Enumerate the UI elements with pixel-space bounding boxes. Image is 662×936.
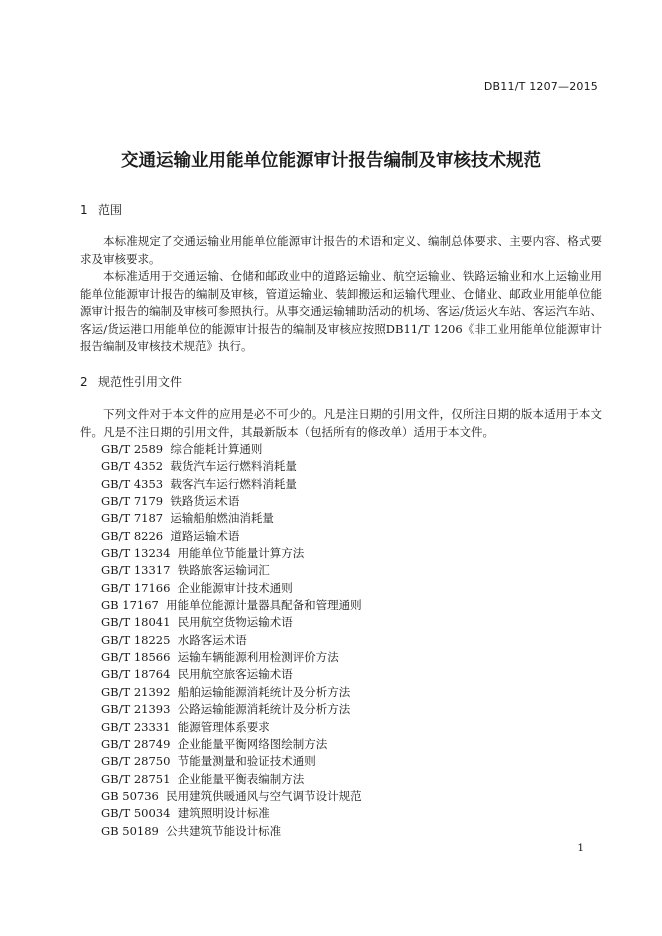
- reference-item: GB/T 21392 船舶运输能源消耗统计及分析方法: [101, 684, 351, 699]
- section-title: 规范性引用文件: [98, 375, 183, 389]
- reference-item: GB/T 17166 企业能源审计技术通则: [101, 580, 293, 595]
- reference-item: GB/T 7187 运输船舶燃油消耗量: [101, 511, 274, 526]
- document-code: DB11/T 1207—2015: [483, 80, 598, 93]
- reference-item: GB/T 23331 能源管理体系要求: [101, 719, 270, 734]
- reference-item: GB 17167 用能单位能源计量器具配备和管理通则: [101, 598, 362, 613]
- reference-item: GB/T 13317 铁路旅客运输词汇: [101, 563, 270, 578]
- document-title: 交通运输业用能单位能源审计报告编制及审核技术规范: [121, 151, 541, 171]
- paragraph: 下列文件对于本文件的应用是必不可少的。凡是注日期的引用文件，仅所注日期的版本适用于本文件。凡是不注日期的引用文件，其最新版本（包括所有的修改单）适用于本文件。: [80, 407, 602, 439]
- reference-item: GB/T 18764 民用航空旅客运输术语: [101, 667, 293, 682]
- reference-item: GB/T 28750 节能量测量和验证技术通则: [101, 754, 316, 769]
- section-number: 2: [80, 375, 88, 389]
- reference-item: GB 50189 公共建筑节能设计标准: [101, 823, 282, 838]
- reference-item: GB/T 7179 铁路货运术语: [101, 494, 240, 509]
- section-heading-scope: [80, 201, 122, 218]
- reference-item: GB/T 18566 运输车辆能源利用检测评价方法: [101, 650, 339, 665]
- paragraph: 本标准适用于交通运输、仓储和邮政业中的道路运输业、航空运输业、铁路运输业和水上运输业用能单位能源审计报告的编制及审核，管道运输业、装卸搬运和运输代理业、仓储业、邮政业用能单位能源审计报告的编制及审核可参照执行。从事交通运输辅助活动的机场、客运/货运火车站、客运汽车站、客运/货运港口用能单位的能源审计报告的编制及审核应按照DB11/T 1206《非工业用能单位能源审计报告编制及审核技术规范》执行。: [80, 269, 602, 353]
- section-title: 范围: [98, 203, 123, 217]
- reference-item: GB/T 18041 民用航空货物运输术语: [101, 615, 293, 630]
- section-heading-normative-references: [80, 373, 182, 390]
- reference-item: GB 50736 民用建筑供暖通风与空气调节设计规范: [101, 788, 362, 803]
- reference-item: GB/T 28751 企业能量平衡表编制方法: [101, 771, 305, 786]
- reference-item: GB/T 4352 载货汽车运行燃料消耗量: [101, 459, 297, 474]
- reference-item: GB/T 50034 建筑照明设计标准: [101, 806, 270, 821]
- reference-item: GB/T 13234 用能单位节能量计算方法: [101, 546, 305, 561]
- paragraph: 本标准规定了交通运输业用能单位能源审计报告的术语和定义、编制总体要求、主要内容、格式要求及审核要求。: [80, 234, 602, 266]
- reference-item: GB/T 4353 载客汽车运行燃料消耗量: [101, 476, 297, 491]
- section-number: 1: [80, 203, 88, 217]
- reference-item: GB/T 8226 道路运输术语: [101, 528, 240, 543]
- page-number: 1: [577, 842, 584, 854]
- reference-item: GB/T 21393 公路运输能源消耗统计及分析方法: [101, 702, 351, 717]
- reference-item: GB/T 2589 综合能耗计算通则: [101, 442, 263, 456]
- reference-list: [101, 441, 362, 840]
- reference-item: GB/T 28749 企业能量平衡网络图绘制方法: [101, 736, 328, 751]
- reference-item: GB/T 18225 水路客运术语: [101, 632, 247, 647]
